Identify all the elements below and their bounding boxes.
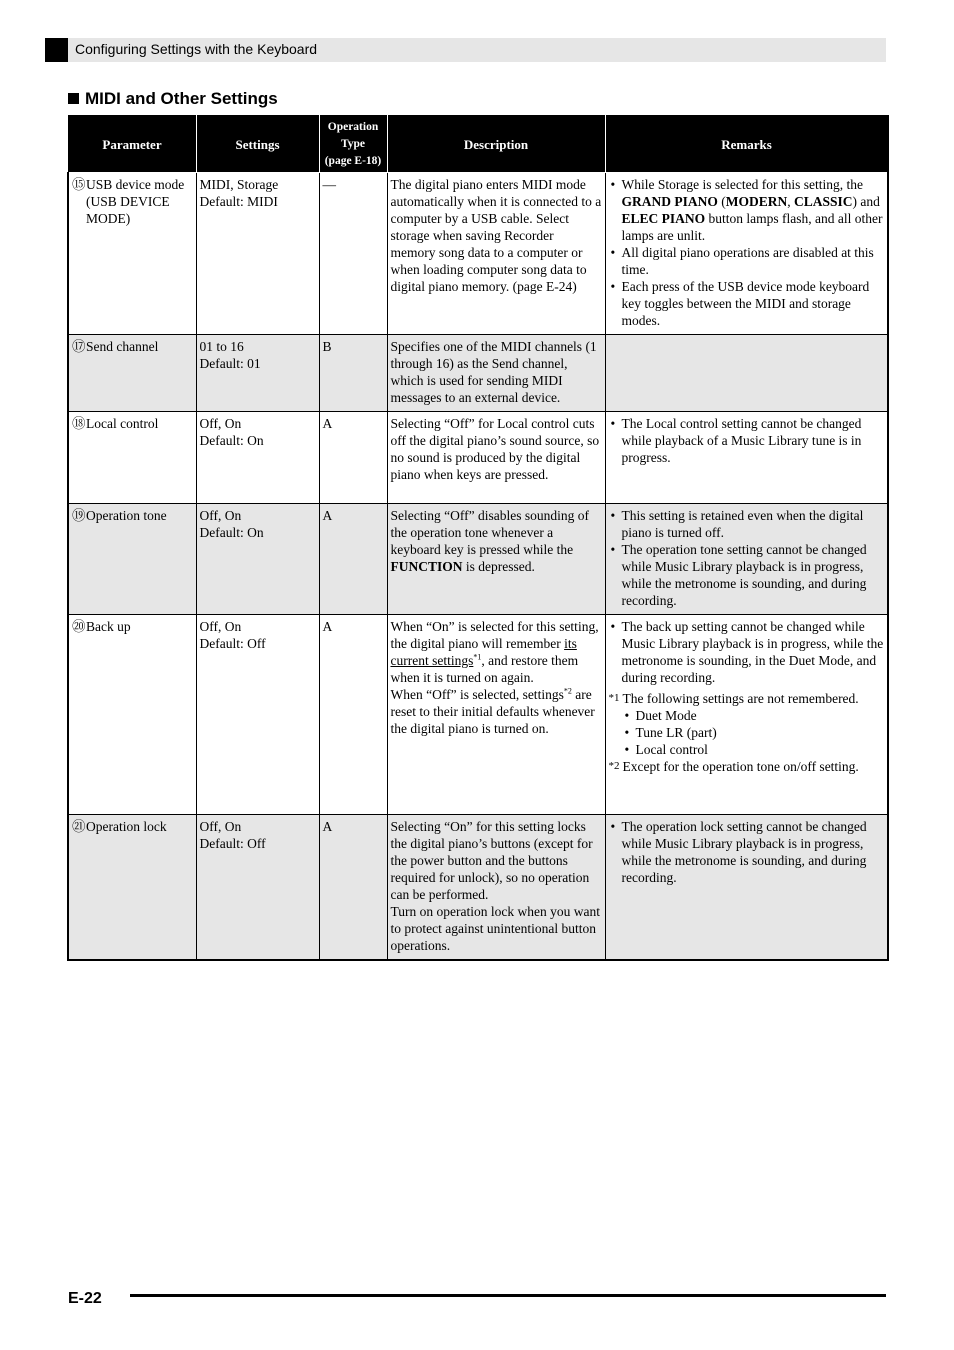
remark-item: • The operation tone setting cannot be changed while Music Library playback is in progress, while the metronome is sounding, and during recording. (609, 541, 885, 609)
remark-item: • All digital piano operations are disabled at this time. (609, 244, 885, 278)
remarks-cell (605, 335, 888, 412)
description-cell: Specifies one of the MIDI channels (1 through 16) as the Send channel, which is used for sending MIDI messages to an external device. (387, 335, 605, 412)
param-number: ⑲ (72, 508, 86, 523)
remarks-cell (605, 504, 888, 615)
list-item: • Tune LR (part) (623, 724, 885, 741)
table-row (68, 815, 888, 961)
settings-values: Off, On (199, 508, 242, 523)
remark-item: • The operation lock setting cannot be changed while Music Library playback is in progress, while the metronome is sounding, and during recording. (609, 818, 885, 886)
settings-values: 01 to 16 (199, 339, 244, 354)
table-row (68, 615, 888, 815)
description-cell: Selecting “Off” for Local control cuts off the digital piano’s sound source, so no sound is produced by the digital piano when keys are pressed. (387, 412, 605, 504)
settings-values: Off, On (199, 819, 242, 834)
param-cell (68, 335, 196, 412)
col-header-parameter: Parameter (68, 116, 196, 173)
param-cell (68, 615, 196, 815)
optype-cell: A (319, 615, 387, 815)
header-section-title: Configuring Settings with the Keyboard (75, 41, 318, 57)
settings-table (67, 115, 889, 961)
remarks-cell (605, 412, 888, 504)
table-header-row (68, 116, 888, 173)
settings-values: MIDI, Storage (199, 177, 279, 192)
remark-item: • Each press of the USB device mode keyboard key toggles between the MIDI and storage modes. (609, 278, 885, 329)
settings-values: Off, On (199, 619, 242, 634)
page-header (45, 38, 886, 62)
param-number: ⑮ (72, 177, 86, 192)
list-item: • Duet Mode (623, 707, 885, 724)
param-number: ㉑ (72, 819, 86, 834)
param-number: ⑱ (72, 416, 86, 431)
list-item: • Local control (623, 741, 885, 758)
square-bullet-icon (68, 93, 79, 104)
optype-cell: — (319, 173, 387, 335)
col-header-settings: Settings (196, 116, 319, 173)
settings-cell (196, 504, 319, 615)
optype-cell: B (319, 335, 387, 412)
settings-default: Default: On (199, 525, 264, 540)
table-row (68, 504, 888, 615)
param-number: ⑳ (72, 619, 86, 634)
settings-cell (196, 815, 319, 961)
settings-default: Default: MIDI (199, 194, 278, 209)
description-cell: When “On” is selected for this setting, the digital piano will remember its current settings$^{*1}$, and restore them when it is turned on again. When “Off” is selected, settings$^{*2}$ are reset to their initial defaults whenever the digital piano is turned on. (387, 615, 605, 815)
param-label: Operation tone (86, 508, 167, 523)
footnote-1: *1 The following settings are not remembered. (608, 691, 859, 706)
col-header-remarks: Remarks (605, 116, 888, 173)
footnote-1-list (609, 707, 885, 758)
settings-default: Default: On (199, 433, 264, 448)
optype-cell: A (319, 815, 387, 961)
remark-item: • While Storage is selected for this setting, the GRAND PIANO (MODERN, CLASSIC) and ELEC PIANO button lamps flash, and all other lamps are unlit. (609, 176, 885, 244)
page-number: E-22 (68, 1290, 102, 1307)
param-label: Back up (86, 619, 131, 634)
settings-default: Default: Off (199, 836, 266, 851)
settings-cell (196, 615, 319, 815)
col-header-operation-type: Operation Type (page E-18) (319, 116, 387, 173)
table-row (68, 335, 888, 412)
section-title-text: MIDI and Other Settings (85, 89, 278, 108)
remark-item: • The Local control setting cannot be changed while playback of a Music Library tune is in progress. (609, 415, 885, 466)
header-tab (45, 38, 68, 62)
settings-default: Default: Off (199, 636, 266, 651)
footer-rule (130, 1294, 886, 1297)
remark-item: • This setting is retained even when the digital piano is turned off. (609, 507, 885, 541)
settings-default: Default: 01 (199, 356, 261, 371)
param-cell (68, 504, 196, 615)
param-number: ⑰ (72, 339, 86, 354)
param-cell (68, 173, 196, 335)
param-label: Send channel (86, 339, 159, 354)
param-cell (68, 412, 196, 504)
remark-item: • The back up setting cannot be changed while Music Library playback is in progress, while the metronome is sounding, in the Duet Mode, and during recording. (609, 618, 885, 686)
description-cell: Selecting “Off” disables sounding of the operation tone whenever a keyboard key is pressed while the FUNCTION is depressed. (387, 504, 605, 615)
table-row (68, 173, 888, 335)
section-title (68, 89, 278, 109)
param-label: USB device mode (USB DEVICE MODE) (86, 177, 185, 226)
table-row (68, 412, 888, 504)
optype-cell: A (319, 504, 387, 615)
remarks-cell (605, 615, 888, 815)
settings-values: Off, On (199, 416, 242, 431)
settings-cell (196, 335, 319, 412)
remarks-cell (605, 815, 888, 961)
param-cell (68, 815, 196, 961)
description-cell: The digital piano enters MIDI mode automatically when it is connected to a computer by a USB cable. Select storage when saving Recorder memory song data to a computer or when loading computer song data to digital piano memory. (page E-24) (387, 173, 605, 335)
optype-cell: A (319, 412, 387, 504)
col-header-description: Description (387, 116, 605, 173)
settings-cell (196, 412, 319, 504)
description-cell: Selecting “On” for this setting locks the digital piano’s buttons (except for the power button and the buttons required for unlock), so no operation can be performed. Turn on operation lock when you want to protect against unintentional button operations. (387, 815, 605, 961)
remarks-cell (605, 173, 888, 335)
footnote-2: *2 Except for the operation tone on/off setting. (608, 759, 859, 774)
settings-cell (196, 173, 319, 335)
param-label: Local control (86, 416, 159, 431)
param-label: Operation lock (86, 819, 167, 834)
